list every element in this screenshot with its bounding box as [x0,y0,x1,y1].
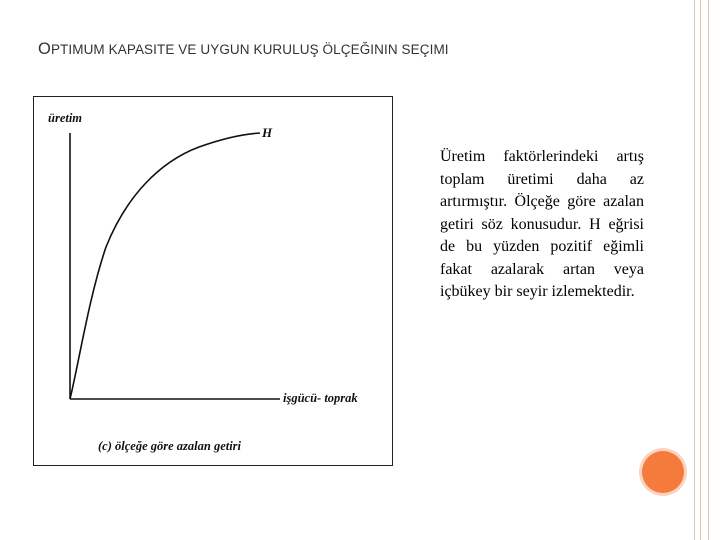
decorative-rule-left [694,0,695,540]
figure-caption: (c) ölçeğe göre azalan getiri [98,439,242,453]
decorative-orange-circle [642,451,684,493]
decorative-rule-right [708,0,709,540]
slide-title [38,40,638,59]
h-curve [70,133,260,399]
decorative-rule-middle [700,0,701,540]
production-curve-svg [34,97,391,464]
slide-title-initial: O [38,40,51,58]
slide-title-rest: PTIMUM KAPASITE VE UYGUN KURULUŞ ÖLÇEĞININ SEÇIMI [50,42,449,57]
explanation-text: Üretim faktörlerindeki artış toplam üretimi daha az artırmıştır. Ölçeğe göre azalan getiri söz konusudur. H eğrisi de bu yüzden pozitif eğimli fakat azalarak artan veya içbükey bir seyir izlemektedir. [440,148,644,300]
x-axis-label: işgücü- toprak [283,391,358,405]
curve-label: H [262,125,273,140]
production-curve-figure [33,96,393,466]
y-axis-label: üretim [48,111,83,125]
